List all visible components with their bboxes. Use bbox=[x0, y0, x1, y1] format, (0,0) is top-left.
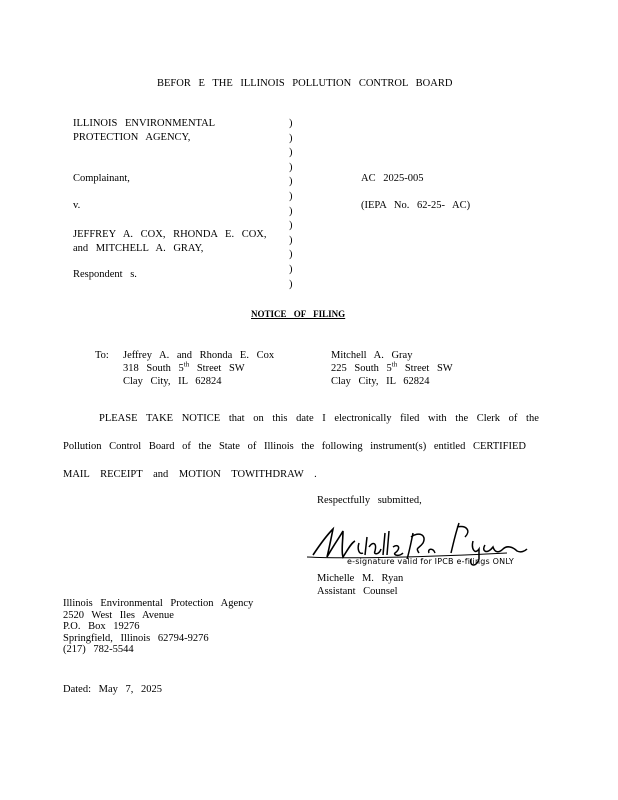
paren: ) bbox=[289, 147, 293, 159]
address-line: Springfield, Illinois 62794-9276 bbox=[63, 632, 209, 644]
body-line-2: Pollution Control Board of the State of Illinois the following instrument(s) entitled CERTIFIED bbox=[63, 441, 526, 452]
paren: ) bbox=[289, 205, 293, 217]
to-label: To: bbox=[95, 350, 109, 361]
body-line-1: PLEASE TAKE NOTICE that on this date I electronically filed with the Clerk of the bbox=[99, 413, 539, 424]
address-line: Illinois Environmental Protection Agency bbox=[63, 598, 254, 609]
paren: ) bbox=[289, 220, 293, 232]
address-line: 2520 West Iles Avenue bbox=[63, 609, 174, 621]
closing-line: Respectfully submitted, bbox=[317, 495, 422, 506]
paren: ) bbox=[289, 161, 293, 173]
iepa-number: (IEPA No. 62-25- AC) bbox=[361, 200, 471, 211]
address-line: P.O. Box 19276 bbox=[63, 621, 140, 632]
respondent-label: Respondent s. bbox=[73, 269, 137, 280]
address-line: (217) 782-5544 bbox=[63, 644, 134, 655]
e-signature bbox=[307, 513, 529, 571]
recipient-name: Mitchell A. Gray bbox=[331, 350, 413, 361]
caption-paren-column bbox=[289, 117, 293, 292]
recipient-street: 225 South 5th Street SW bbox=[331, 360, 453, 375]
dated-line: Dated: May 7, 2025 bbox=[63, 684, 162, 695]
signer-title: Assistant Counsel bbox=[317, 586, 398, 598]
paren: ) bbox=[289, 132, 293, 144]
respondent-names-line2: and MITCHELL A. GRAY, bbox=[73, 243, 204, 254]
recipient-2 bbox=[331, 349, 453, 388]
paren: ) bbox=[289, 249, 293, 261]
paren: ) bbox=[289, 234, 293, 246]
signature-note: e-signature valid for IPCB e-filings ONLY bbox=[347, 557, 514, 566]
recipient-name: Jeffrey A. and Rhonda E. Cox bbox=[123, 350, 275, 361]
document-heading: BEFOR E THE ILLINOIS POLLUTION CONTROL BOARD bbox=[157, 78, 453, 89]
recipient-street: 318 South 5th Street SW bbox=[123, 360, 245, 375]
versus-label: v. bbox=[73, 200, 81, 211]
signer-name: Michelle M. Ryan bbox=[317, 573, 404, 584]
respondent-names-line1: JEFFREY A. COX, RHONDA E. COX, bbox=[73, 229, 267, 240]
recipient-city: Clay City, IL 62824 bbox=[123, 376, 222, 388]
complainant-name-line2: PROTECTION AGENCY, bbox=[73, 132, 191, 143]
recipient-city: Clay City, IL 62824 bbox=[331, 376, 430, 388]
complainant-label: Complainant, bbox=[73, 173, 130, 184]
notice-title: NOTICE OF FILING bbox=[251, 309, 346, 319]
paren: ) bbox=[289, 118, 293, 129]
agency-address bbox=[63, 598, 253, 656]
paren: ) bbox=[289, 263, 293, 275]
complainant-name-line1: ILLINOIS ENVIRONMENTAL bbox=[73, 118, 216, 129]
paren: ) bbox=[289, 176, 293, 188]
paren: ) bbox=[289, 278, 293, 290]
body-line-3: MAIL RECEIPT and MOTION TOWITHDRAW . bbox=[63, 469, 317, 480]
case-number: AC 2025-005 bbox=[361, 173, 424, 184]
recipient-1 bbox=[123, 349, 274, 388]
signer-block bbox=[317, 572, 403, 598]
paren: ) bbox=[289, 190, 293, 202]
